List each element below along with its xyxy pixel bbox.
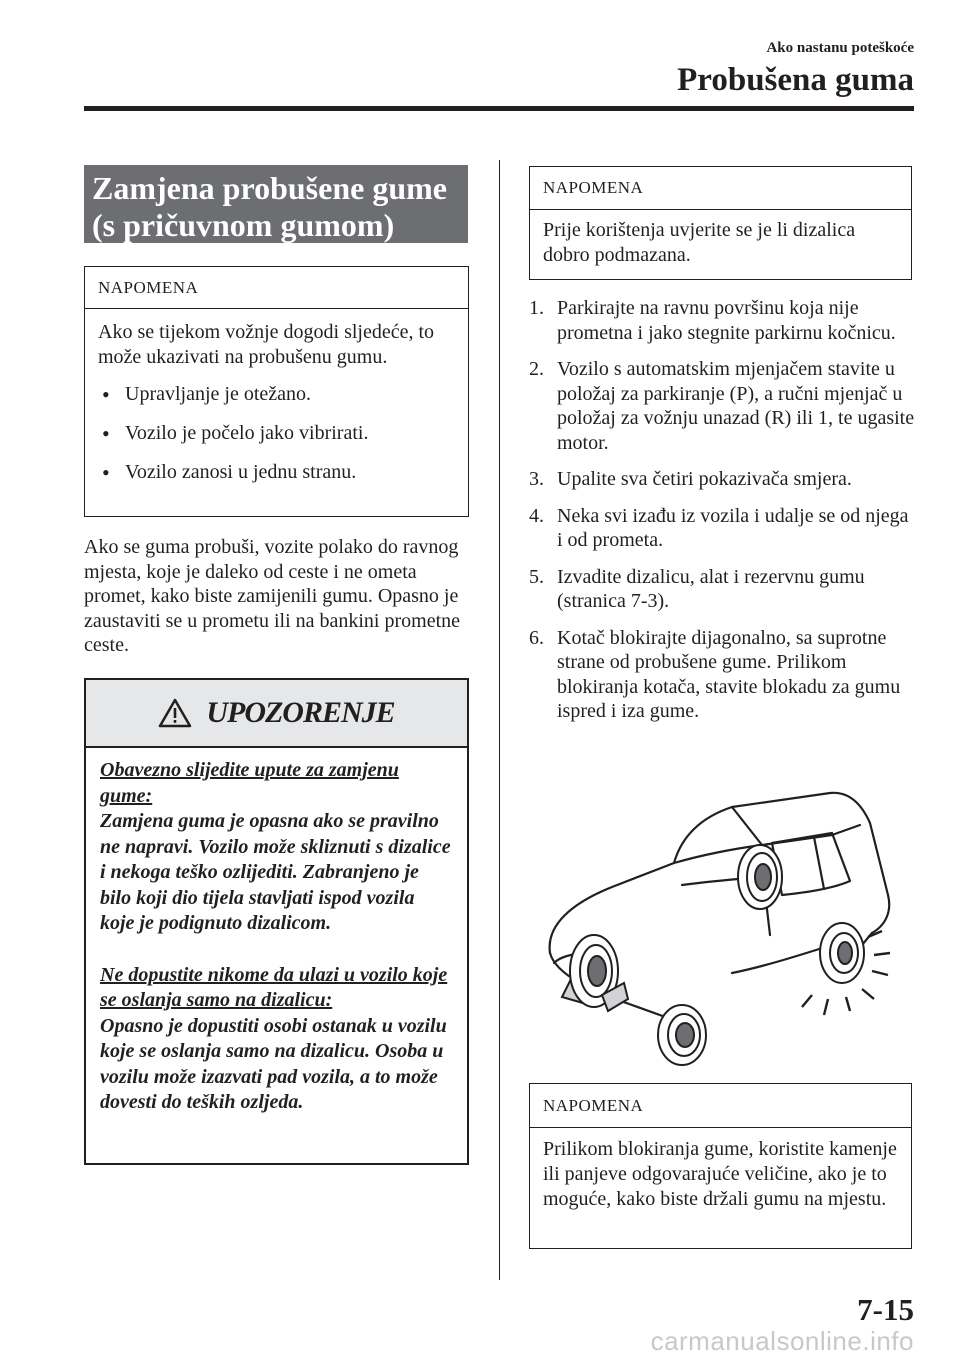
step-number: 1.	[529, 297, 544, 319]
note-bullet-list	[98, 382, 455, 485]
note-box-jack	[529, 166, 912, 280]
step-item	[529, 296, 919, 345]
blocked-wheel	[562, 935, 628, 1011]
watermark: carmanualsonline.info	[650, 1326, 914, 1356]
step-number: 4.	[529, 504, 544, 527]
warning-text: Opasno je dopustiti osobi ostanak u vozilu koje se oslanja samo na dizalicu. Osoba u vozilu može izazvati pad vozila, a to može dovesti do teških ozljeda.	[100, 1014, 447, 1113]
warning-box	[84, 678, 469, 1165]
step-text: Vozilo s automatskim mjenjačem stavite u položaj za parkiranje (P), a ručni mjenjač u položaj za vožnju unazad (R) ili 1, te ugasite motor.	[557, 358, 915, 454]
warning-header	[86, 680, 467, 748]
note-heading: NAPOMENA	[530, 167, 911, 210]
section-title	[84, 165, 468, 243]
step-number: 5.	[529, 565, 544, 588]
step-item	[529, 565, 919, 614]
step-item	[529, 626, 919, 724]
step-item	[529, 357, 919, 455]
note-text: Prije korištenja uvjerite se je li dizalica dobro podmazana.	[543, 219, 856, 266]
procedure-steps	[529, 296, 919, 736]
note-bullet: • Vozilo je počelo jako vibrirati.	[98, 421, 455, 446]
step-text: Neka svi izađu iz vozila i udalje se od njega i od prometa.	[557, 504, 909, 551]
header-rule	[84, 106, 914, 111]
step-item	[529, 504, 919, 553]
body-paragraph: Ako se guma probuši, vozite polako do ravnog mjesta, koje je daleko od ceste i ne ometa promet, kako biste zamijenili gumu. Opasno je zaustaviti se u prometu ili na bankini prometne ceste.	[84, 536, 461, 656]
warning-title: UPOZORENJE	[206, 696, 395, 729]
step-text: Upalite sva četiri pokazivača smjera.	[557, 468, 852, 490]
note-heading: NAPOMENA	[530, 1084, 911, 1128]
note-intro: Ako se tijekom vožnje dogodi sljedeće, to može ukazivati na probušenu gumu.	[98, 321, 435, 368]
step-text: Kotač blokirajte dijagonalno, sa suprotne strane od probušene gume. Prilikom blokiranja kotača, stavite blokadu za gumu ispred i iza gume.	[557, 626, 901, 722]
column-divider	[499, 160, 500, 1280]
warning-subheading: Obavezno slijedite upute za zamjenu gume:	[100, 759, 399, 807]
step-number: 6.	[529, 626, 544, 649]
step-item	[529, 467, 919, 492]
warning-text: Zamjena guma je opasna ako se pravilno ne napravi. Vozilo može skliznuti s dizalice i nekoga teško ozlijediti. Zabranjeno je bilo koji dio tijela stavljati ispod vozila koje je podignuto dizalicom.	[100, 810, 451, 934]
note-box-flat-tire-signs	[84, 266, 469, 517]
step-text: Izvadite dizalicu, alat i rezervnu gumu (stranica 7-3).	[557, 565, 865, 612]
warning-subheading: Ne dopustite nikome da ulazi u vozilo koje se oslanja samo na dizalicu:	[100, 963, 448, 1011]
section-title-line1: Zamjena probušene gume	[92, 170, 447, 206]
step-number: 2.	[529, 358, 544, 380]
section-header: Probušena guma	[677, 62, 914, 98]
note-box-chock	[529, 1083, 912, 1249]
note-bullet: • Upravljanje je otežano.	[98, 382, 455, 407]
front-wheel-bottom	[658, 1005, 706, 1065]
page-number: 7-15	[857, 1292, 914, 1327]
chapter-header: Ako nastanu poteškoće	[766, 40, 914, 56]
warning-triangle-icon	[158, 698, 192, 728]
note-heading: NAPOMENA	[85, 267, 468, 309]
rear-wheel-top	[738, 845, 782, 909]
flat-tire-wheel	[802, 923, 890, 1015]
car-wheel-blocking-illustration	[532, 785, 912, 1075]
step-number: 3.	[529, 468, 544, 490]
step-text: Parkirajte na ravnu površinu koja nije prometna i jako stegnite parkirnu kočnicu.	[557, 297, 896, 344]
note-text: Prilikom blokiranja gume, koristite kamenje ili panjeve odgovarajuće veličine, ako je to moguće, kako biste držali gumu na mjestu.	[543, 1138, 897, 1210]
note-bullet: • Vozilo zanosi u jednu stranu.	[98, 460, 455, 485]
section-title-line2: (s pričuvnom gumom)	[92, 207, 395, 243]
